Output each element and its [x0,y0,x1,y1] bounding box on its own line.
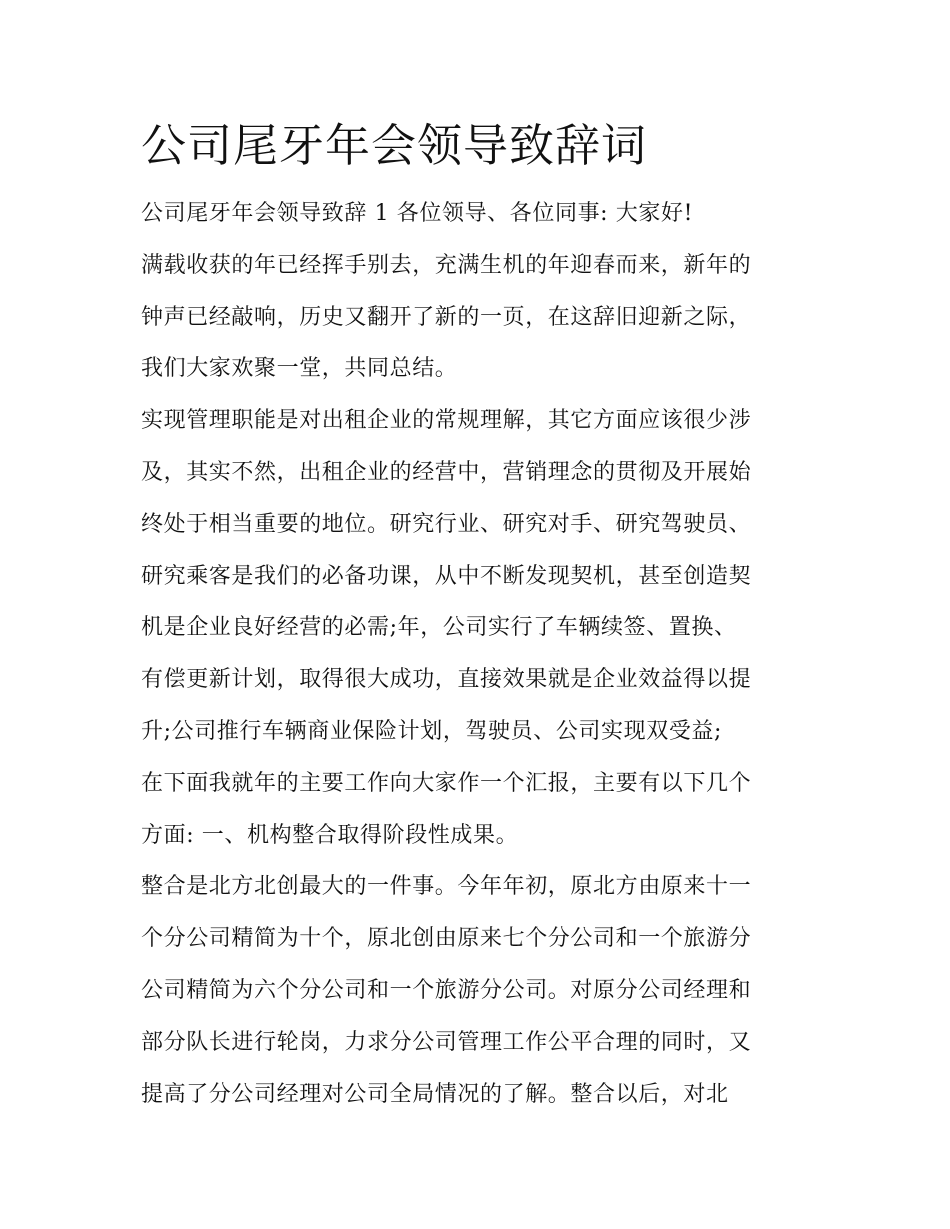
text-line-12: 在下面我就年的主要工作向大家作一个汇报，主要有以下几个 [141,770,752,796]
text-line-15: 个分公司精简为十个，原北创由原来七个分公司和一个旅游分 [141,926,752,952]
text-line-4: 我们大家欢聚一堂，共同总结。 [141,356,458,382]
text-line-17: 部分队长进行轮岗，力求分公司管理工作公平合理的同时，又 [141,1029,752,1055]
text-line-7: 终处于相当重要的地位。研究行业、研究对手、研究驾驶员、 [141,511,752,537]
text-line-6: 及，其实不然，出租企业的经营中，营销理念的贯彻及开展始 [141,459,752,485]
text-line-3: 钟声已经敲响，历史又翻开了新的一页，在这辞旧迎新之际， [141,304,752,330]
text-line-9: 机是企业良好经营的必需;年，公司实行了车辆续签、置换、 [141,615,737,641]
document-body [141,112,813,1120]
text-line-10: 有偿更新计划，取得很大成功，直接效果就是企业效益得以提 [141,667,752,693]
text-line-11: 升;公司推行车辆商业保险计划，驾驶员、公司实现双受益; [141,718,723,744]
text-line-8: 研究乘客是我们的必备功课，从中不断发现契机，甚至创造契 [141,563,752,589]
document-title: 公司尾牙年会领导致辞词 [141,119,648,172]
text-line-16: 公司精简为六个分公司和一个旅游分公司。对原分公司经理和 [141,977,752,1003]
text-line-1: 公司尾牙年会领导致辞 1 各位领导、各位同事: 大家好! [141,201,694,226]
text-line-2: 满载收获的年已经挥手别去，充满生机的年迎春而来，新年的 [141,252,752,278]
text-line-13: 方面: 一、机构整合取得阶段性成果。 [141,822,519,848]
text-line-18: 提高了分公司经理对公司全局情况的了解。整合以后，对北 [141,1081,729,1107]
text-line-5: 实现管理职能是对出租企业的常规理解，其它方面应该很少涉 [141,408,752,434]
text-line-14: 整合是北方北创最大的一件事。今年年初，原北方由原来十一 [141,874,752,900]
